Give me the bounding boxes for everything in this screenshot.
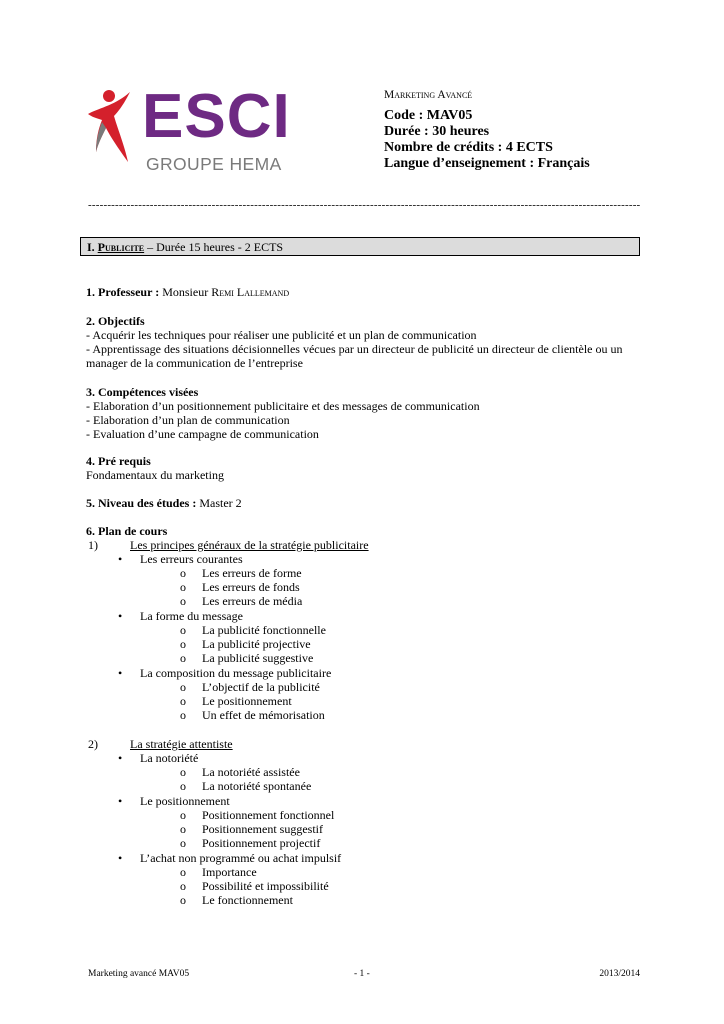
sub-list-item: o Les erreurs de fonds bbox=[180, 580, 300, 594]
sub-list-item: o Les erreurs de média bbox=[180, 594, 303, 608]
footer-year: 2013/2014 bbox=[599, 969, 640, 979]
bullet-icon: • bbox=[118, 666, 123, 680]
sub-list-item: o Le positionnement bbox=[180, 694, 292, 708]
plan-part-title: La stratégie attentiste bbox=[130, 737, 233, 751]
circle-bullet-icon: o bbox=[180, 765, 186, 779]
section-header-box bbox=[80, 237, 640, 256]
logo-figure-icon bbox=[84, 86, 140, 166]
circle-bullet-icon: o bbox=[180, 708, 186, 722]
competences-line: - Elaboration d’un positionnement publicitaire et des messages de communication bbox=[86, 399, 480, 413]
niveau-label: 5. Niveau des études : bbox=[86, 496, 197, 510]
plan-label: 6. Plan de cours bbox=[86, 524, 168, 538]
circle-bullet-icon: o bbox=[180, 865, 186, 879]
esci-logo bbox=[84, 82, 291, 182]
course-header bbox=[384, 88, 684, 172]
section-number: I. bbox=[87, 240, 95, 254]
competences-line: - Evaluation d’une campagne de communication bbox=[86, 427, 319, 441]
sub-list-item: o Positionnement suggestif bbox=[180, 822, 323, 836]
sub-list-item: o La notoriété spontanée bbox=[180, 779, 312, 793]
sub-list-item: o La publicité fonctionnelle bbox=[180, 623, 326, 637]
sub-list-item: o Positionnement projectif bbox=[180, 836, 321, 850]
course-credits: Nombre de crédits : 4 ECTS bbox=[384, 140, 553, 155]
competences-line: - Elaboration d’un plan de communication bbox=[86, 413, 290, 427]
plan-part-number: 1) bbox=[88, 538, 98, 552]
list-item: • La forme du message bbox=[118, 609, 243, 623]
sub-list-item: o Le fonctionnement bbox=[180, 893, 293, 907]
professeur-name: Remi Lallemand bbox=[211, 285, 290, 299]
circle-bullet-icon: o bbox=[180, 580, 186, 594]
list-item: • La notoriété bbox=[118, 751, 199, 765]
bullet-icon: • bbox=[118, 851, 123, 865]
sub-list-item: o La notoriété assistée bbox=[180, 765, 300, 779]
bullet-icon: • bbox=[118, 751, 123, 765]
page-number: - 1 - bbox=[354, 969, 370, 979]
objectifs-line: - Apprentissage des situations décisionnelles vécues par un directeur de publicité un directeur de clientèle ou un bbox=[86, 342, 623, 356]
competences-block bbox=[86, 385, 646, 441]
sub-list-item: o Les erreurs de forme bbox=[180, 566, 302, 580]
circle-bullet-icon: o bbox=[180, 893, 186, 907]
circle-bullet-icon: o bbox=[180, 879, 186, 893]
circle-bullet-icon: o bbox=[180, 680, 186, 694]
plan-part-title: Les principes généraux de la stratégie publicitaire bbox=[130, 538, 369, 552]
circle-bullet-icon: o bbox=[180, 566, 186, 580]
sub-list-item: o Possibilité et impossibilité bbox=[180, 879, 329, 893]
professeur-block bbox=[86, 285, 646, 299]
bullet-icon: • bbox=[118, 609, 123, 623]
niveau-value: Master 2 bbox=[196, 496, 242, 510]
sub-list-item: o L’objectif de la publicité bbox=[180, 680, 320, 694]
circle-bullet-icon: o bbox=[180, 808, 186, 822]
list-item: • La composition du message publicitaire bbox=[118, 666, 332, 680]
competences-label: 3. Compétences visées bbox=[86, 385, 199, 399]
circle-bullet-icon: o bbox=[180, 779, 186, 793]
sub-list-item: o Positionnement fonctionnel bbox=[180, 808, 335, 822]
sub-list-item: o La publicité suggestive bbox=[180, 651, 314, 665]
footer-left: Marketing avancé MAV05 bbox=[88, 969, 190, 979]
professeur-prefix: Monsieur bbox=[159, 285, 212, 299]
objectifs-block bbox=[86, 314, 646, 370]
circle-bullet-icon: o bbox=[180, 637, 186, 651]
course-title: Marketing Avancé bbox=[384, 89, 473, 101]
circle-bullet-icon: o bbox=[180, 623, 186, 637]
list-item: • Les erreurs courantes bbox=[118, 552, 243, 566]
prerequis-value: Fondamentaux du marketing bbox=[86, 468, 224, 482]
bullet-icon: • bbox=[118, 794, 123, 808]
prerequis-block bbox=[86, 454, 646, 482]
circle-bullet-icon: o bbox=[180, 694, 186, 708]
section-name: Publicite bbox=[97, 240, 145, 254]
bullet-icon: • bbox=[118, 552, 123, 566]
course-code: Code : MAV05 bbox=[384, 108, 473, 123]
circle-bullet-icon: o bbox=[180, 651, 186, 665]
sub-list-item: o La publicité projective bbox=[180, 637, 311, 651]
circle-bullet-icon: o bbox=[180, 822, 186, 836]
professeur-label: 1. Professeur : bbox=[86, 285, 160, 299]
logo-subtitle: GROUPE HEMA bbox=[146, 154, 282, 174]
sub-list-item: o Importance bbox=[180, 865, 257, 879]
list-item: • Le positionnement bbox=[118, 794, 230, 808]
objectifs-line: manager de la communication de l’entreprise bbox=[86, 356, 303, 370]
logo-wordmark: ESCI bbox=[142, 82, 291, 151]
circle-bullet-icon: o bbox=[180, 594, 186, 608]
objectifs-label: 2. Objectifs bbox=[86, 314, 145, 328]
list-item: • L’achat non programmé ou achat impulsif bbox=[118, 851, 342, 865]
course-duration: Durée : 30 heures bbox=[384, 124, 490, 139]
course-language: Langue d’enseignement : Français bbox=[384, 156, 590, 171]
circle-bullet-icon: o bbox=[180, 836, 186, 850]
prerequis-label: 4. Pré requis bbox=[86, 454, 151, 468]
separator-line: ----------------------------------------------------------------------------------------------------------------------------------------------- bbox=[88, 199, 640, 211]
plan-part-number: 2) bbox=[88, 737, 98, 751]
sub-list-item: o Un effet de mémorisation bbox=[180, 708, 325, 722]
section-details: – Durée 15 heures - 2 ECTS bbox=[144, 240, 284, 254]
niveau-block bbox=[86, 496, 646, 510]
objectifs-line: - Acquérir les techniques pour réaliser une publicité et un plan de communication bbox=[86, 328, 477, 342]
